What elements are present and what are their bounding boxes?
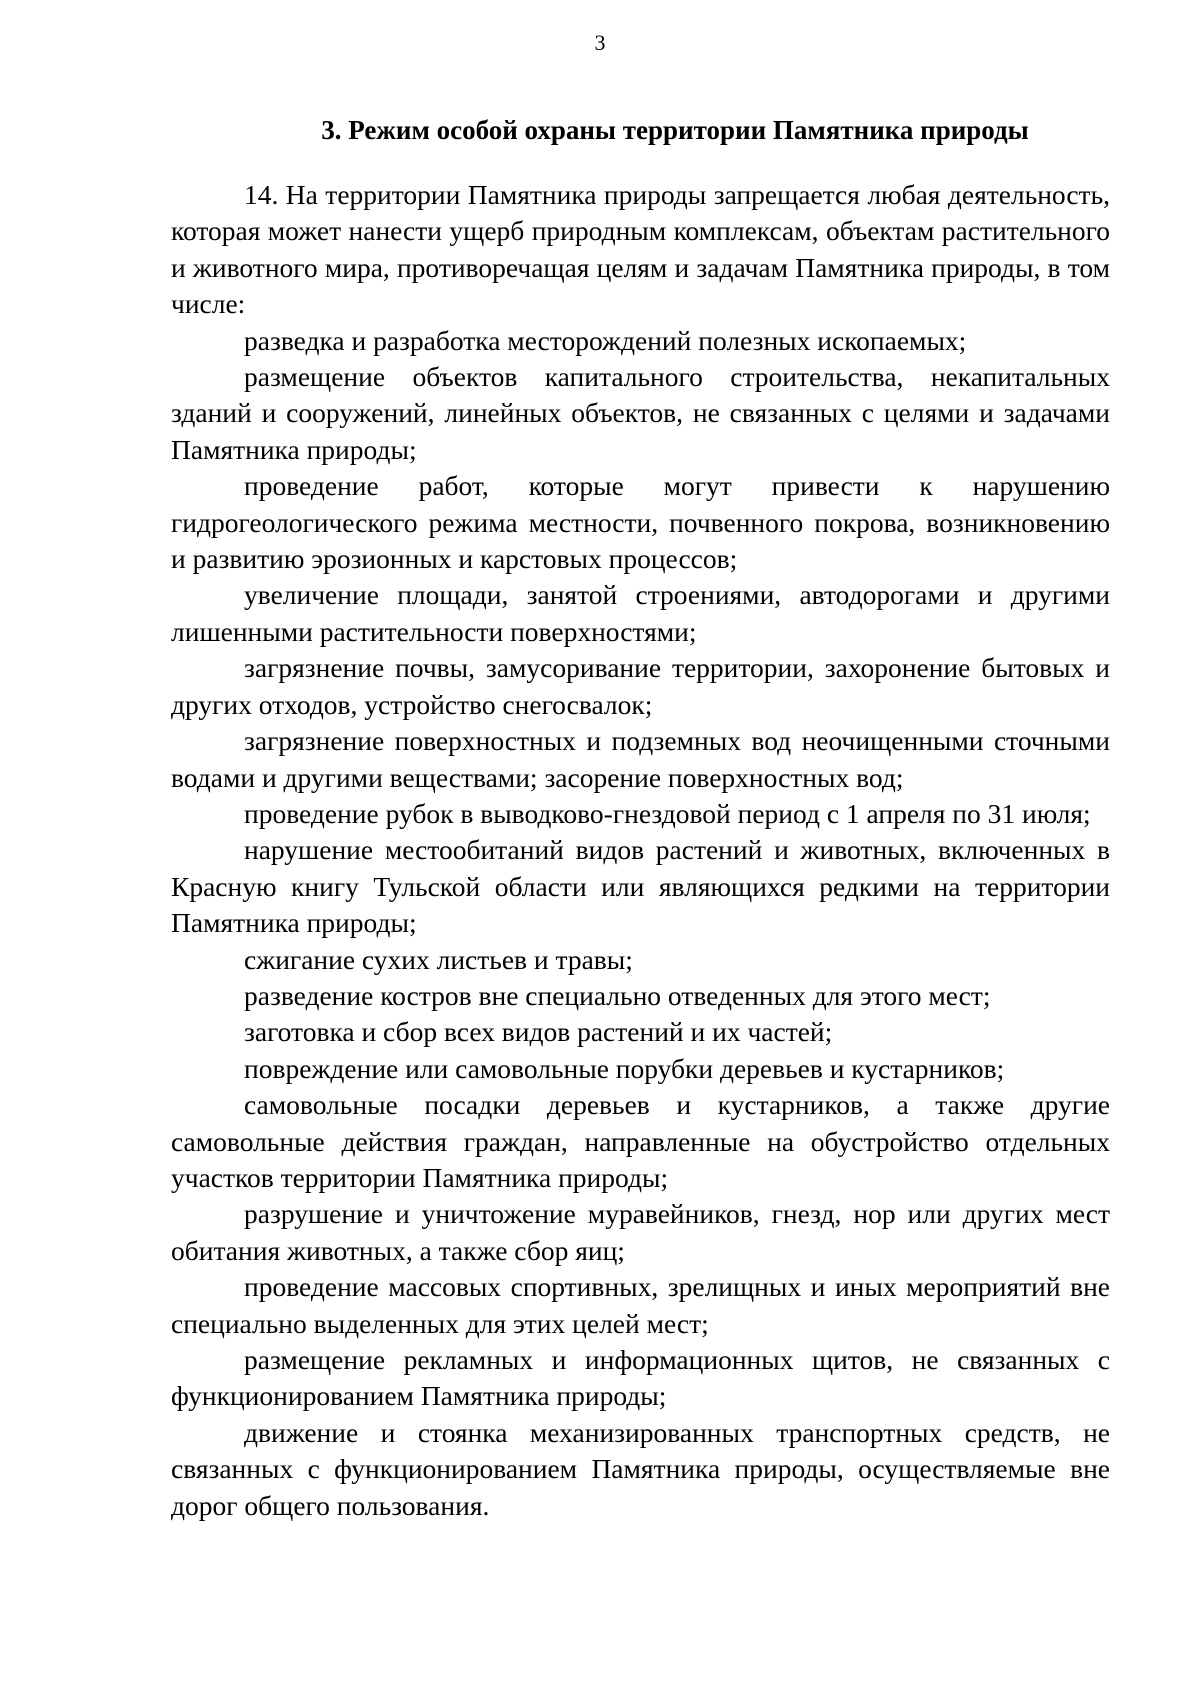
- paragraph-intro: 14. На территории Памятника природы запрещается любая деятельность, которая может нанести ущерб природным комплексам, объектам растительного и животного мира, противоречащая целям и задачам Памятника природы, в том числе:: [171, 179, 1110, 320]
- list-item: увеличение площади, занятой строениями, автодорогами и другими лишенными растительности поверхностями;: [171, 579, 1110, 647]
- list-item: повреждение или самовольные порубки деревьев и кустарников;: [244, 1052, 1005, 1084]
- list-item: сжигание сухих листьев и травы;: [244, 943, 633, 975]
- list-item: разрушение и уничтожение муравейников, гнезд, нор или других мест обитания животных, а также сбор яиц;: [171, 1198, 1110, 1266]
- list-item: размещение объектов капитального строительства, некапитальных зданий и сооружений, линейных объектов, не связанных с целями и задачами Памятника природы;: [171, 361, 1110, 465]
- page-number: 3: [594, 30, 606, 55]
- list-item: разведка и разработка месторождений полезных ископаемых;: [244, 324, 967, 356]
- list-item: разведение костров вне специально отведенных для этого мест;: [244, 979, 991, 1011]
- list-item: размещение рекламных и информационных щитов, не связанных с функционированием Памятника природы;: [171, 1344, 1110, 1412]
- list-item: загрязнение поверхностных и подземных вод неочищенными сточными водами и другими веществами; засорение поверхностных вод;: [171, 725, 1110, 793]
- list-item: проведение массовых спортивных, зрелищных и иных мероприятий вне специально выделенных для этих целей мест;: [171, 1271, 1110, 1339]
- list-item: проведение работ, которые могут привести к нарушению гидрогеологического режима местности, почвенного покрова, возникновению и развитию эрозионных и карстовых процессов;: [171, 470, 1110, 575]
- list-item: загрязнение почвы, замусоривание территории, захоронение бытовых и других отходов, устройство снегосвалок;: [171, 652, 1110, 720]
- list-item: заготовка и сбор всех видов растений и их частей;: [244, 1016, 833, 1048]
- list-item: самовольные посадки деревьев и кустарников, а также другие самовольные действия граждан, направленные на обустройство отдельных участков территории Памятника природы;: [171, 1089, 1110, 1193]
- list-item: проведение рубок в выводково-гнездовой период с 1 апреля по 31 июля;: [244, 797, 1091, 829]
- list-item: нарушение местообитаний видов растений и животных, включенных в Красную книгу Тульской области или являющихся редкими на территории Памятника природы;: [171, 834, 1110, 939]
- document-body: [171, 177, 1110, 1524]
- list-item: движение и стоянка механизированных транспортных средств, не связанных с функционированием Памятника природы, осуществляемые вне дорог общего пользования.: [171, 1416, 1110, 1521]
- section-title: 3. Режим особой охраны территории Памятника природы: [321, 115, 1029, 145]
